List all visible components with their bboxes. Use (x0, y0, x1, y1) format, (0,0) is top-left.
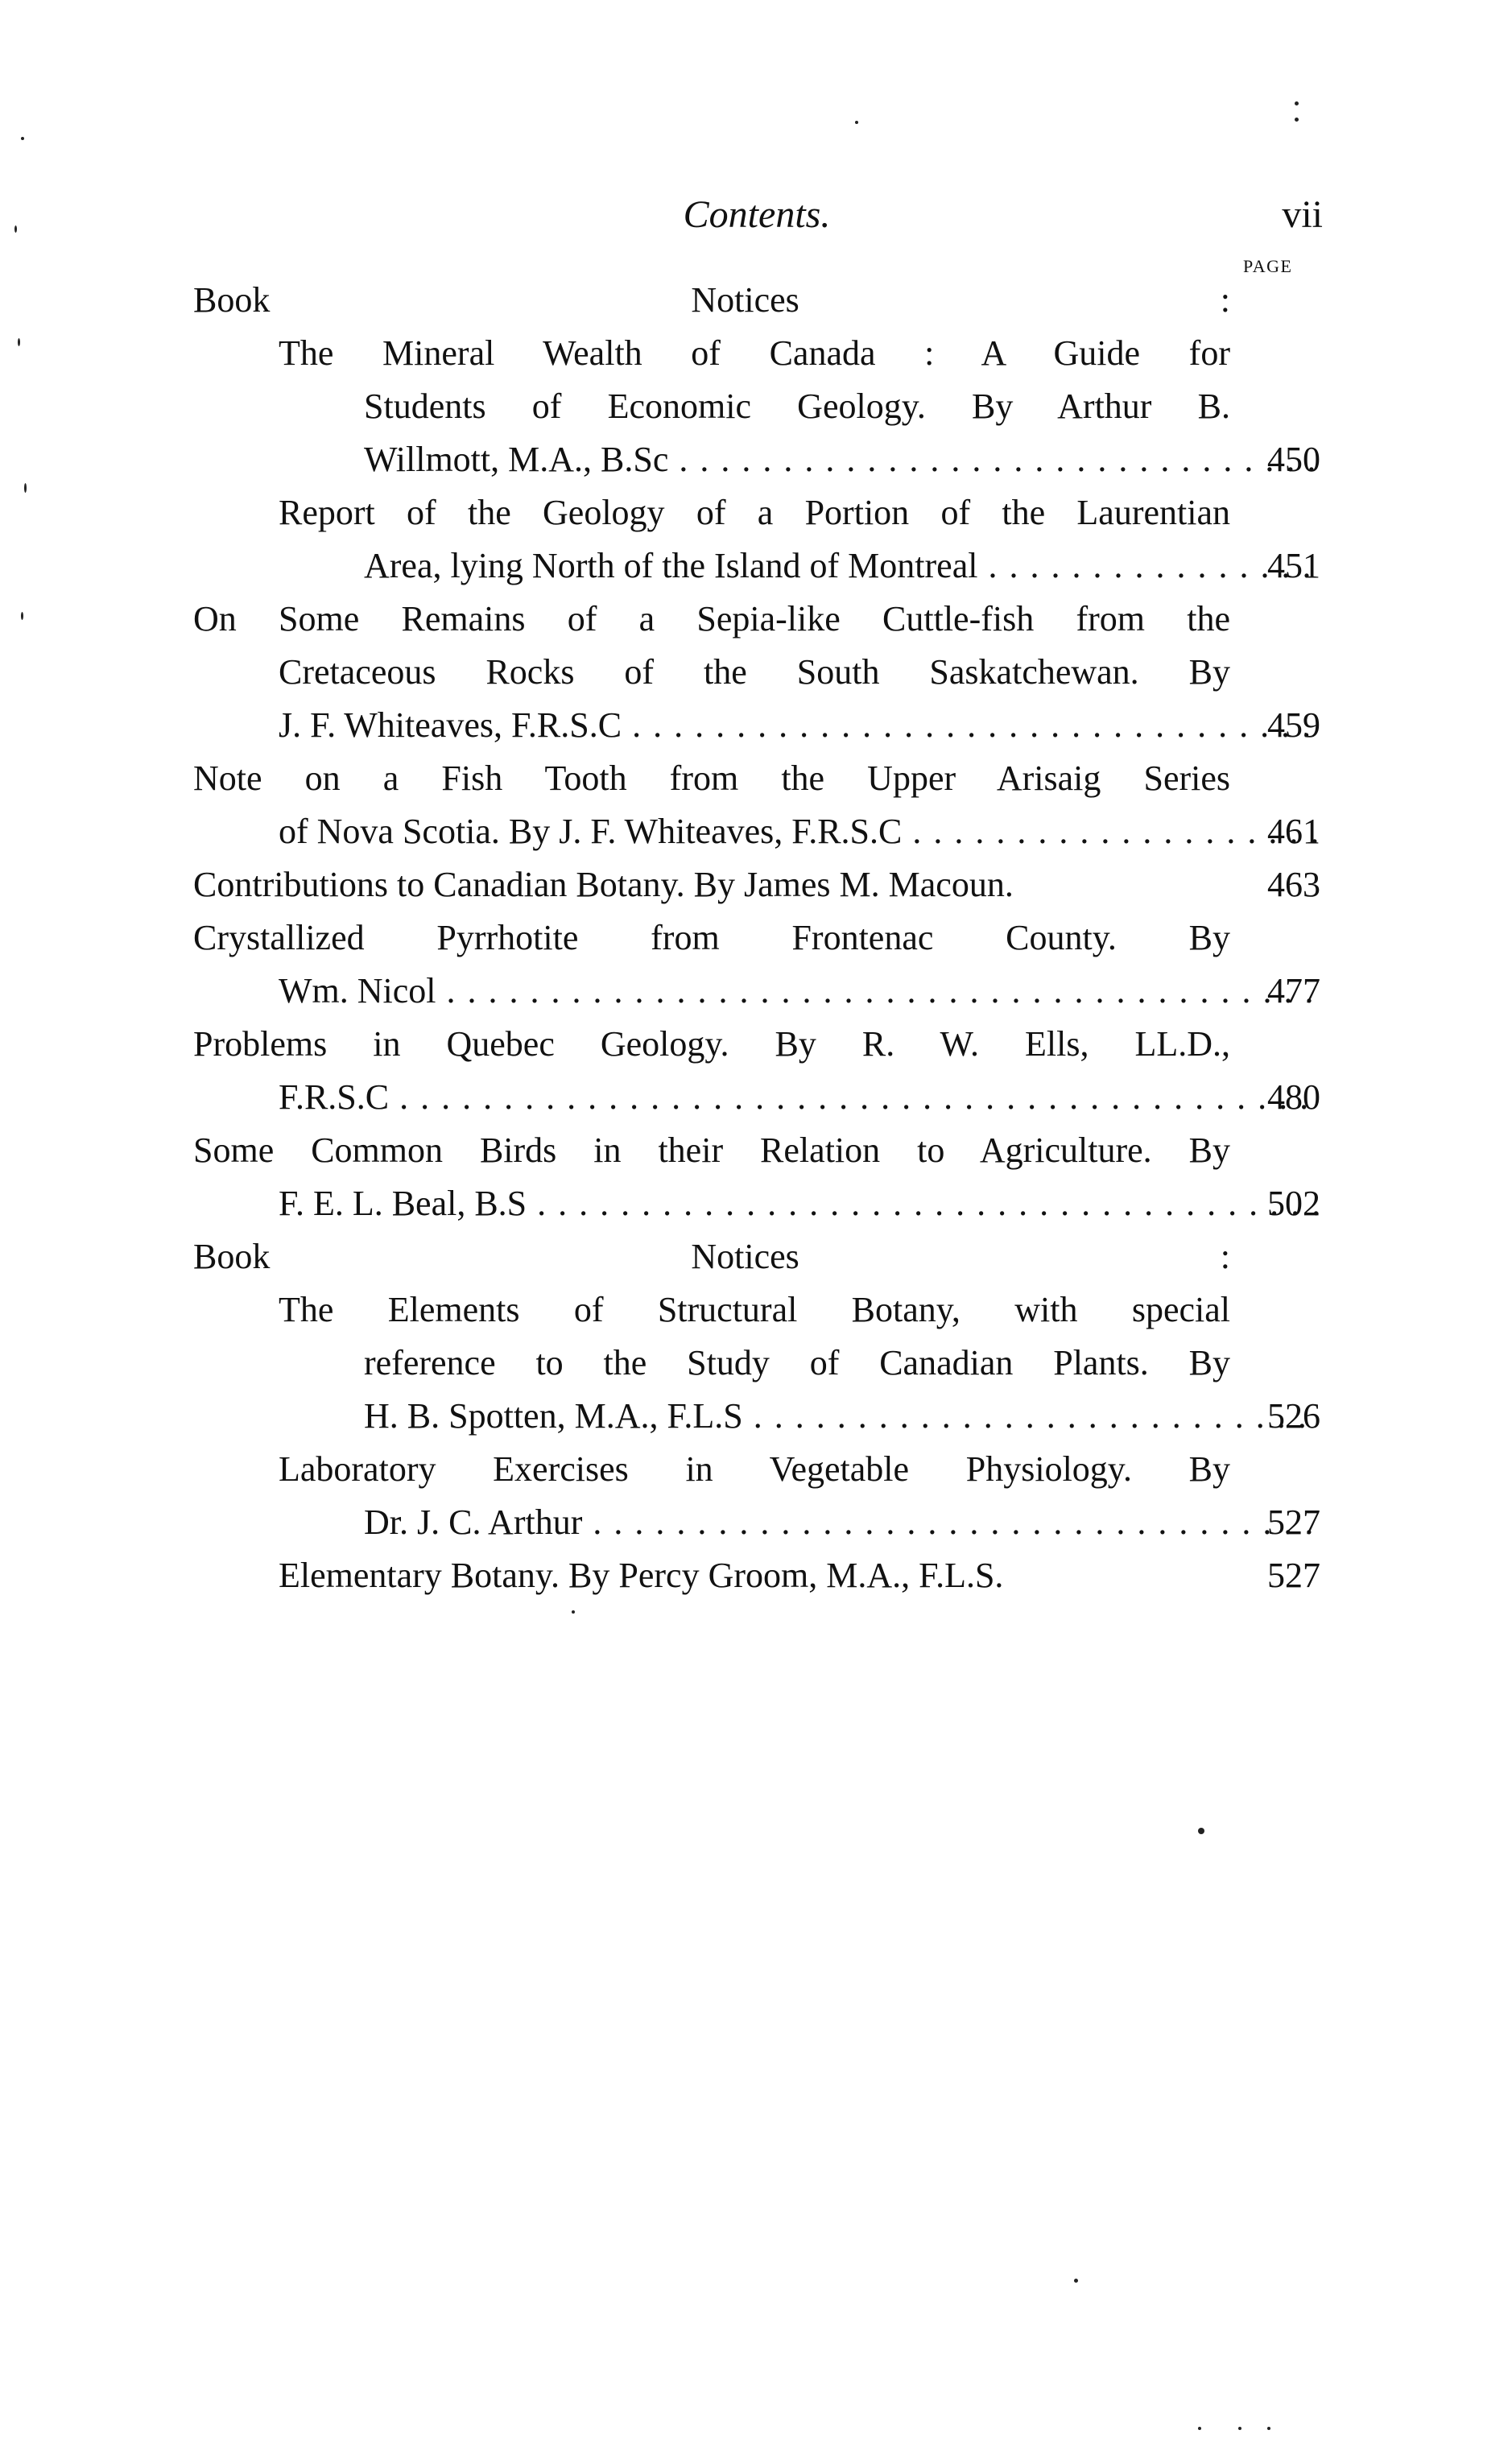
toc-entry-text: Dr. J. C. Arthur . . . (364, 1502, 1320, 1542)
toc-entry-text: The Elements of Structural Botany, with special (279, 1290, 1230, 1329)
toc-page-number: 526 (1267, 1396, 1320, 1436)
scan-speck (1198, 2427, 1201, 2430)
toc-line (193, 911, 1320, 965)
toc-line (193, 752, 1320, 805)
toc-line (193, 1337, 1320, 1390)
toc-entry-text: Willmott, M.A., B.Sc . . . (364, 440, 1320, 479)
scan-speck (21, 137, 24, 140)
toc-entry-text: Some Common Birds in their Relation to Agriculture. By (193, 1130, 1230, 1170)
toc-entry-text: Area, lying North of the Island of Montreal . . . (364, 546, 1320, 585)
toc-entry-text: Laboratory Exercises in Vegetable Physiology. By (279, 1449, 1230, 1489)
toc-line (193, 433, 1320, 486)
toc-line (193, 327, 1320, 380)
toc-line (193, 1549, 1320, 1602)
toc-page-number: 527 (1267, 1502, 1320, 1542)
scan-speck (1074, 2279, 1078, 2283)
toc-line (193, 805, 1320, 858)
toc-entry-text: Students of Economic Geology. By Arthur B. (364, 386, 1230, 426)
toc-line (193, 699, 1320, 752)
scan-speck (572, 1610, 575, 1614)
scan-speck (1198, 1828, 1204, 1834)
page-column-label: PAGE (1243, 256, 1293, 276)
toc-entry-text: reference to the Study of Canadian Plants. By (364, 1343, 1230, 1382)
toc-line (193, 1124, 1320, 1177)
toc-page-number: 480 (1267, 1077, 1320, 1117)
toc-entry-text: Wm. Nicol . . . (279, 971, 1320, 1010)
toc-line (193, 1443, 1320, 1496)
table-of-contents (193, 274, 1320, 1602)
running-head (193, 187, 1323, 243)
toc-line (193, 593, 1320, 646)
toc-line (193, 486, 1320, 539)
toc-entry-text: H. B. Spotten, M.A., F.L.S . . . (364, 1396, 1320, 1436)
toc-page-number: 477 (1267, 971, 1320, 1010)
toc-entry-text: Report of the Geology of a Portion of the Laurentian (279, 493, 1230, 532)
toc-entry-text: F. E. L. Beal, B.S . . . (279, 1184, 1320, 1223)
toc-line (193, 380, 1320, 433)
toc-entry-text: Cretaceous Rocks of the South Saskatchewan. By (279, 652, 1230, 692)
running-title: Contents. (683, 193, 831, 236)
toc-entry-text: Note on a Fish Tooth from the Upper Arisaig Series (193, 758, 1230, 798)
toc-page-number: 450 (1267, 440, 1320, 479)
toc-page-number: 527 (1267, 1556, 1320, 1595)
scan-speck (855, 121, 858, 124)
scan-speck (14, 225, 17, 233)
toc-entry-text: Book Notices : (193, 1237, 1230, 1276)
scan-speck (1267, 2427, 1270, 2430)
scan-speck (1295, 118, 1299, 122)
toc-line (193, 274, 1320, 327)
toc-entry-text: Contributions to Canadian Botany. By James M. Macoun. (193, 865, 1014, 904)
page-number: vii (1282, 193, 1323, 236)
toc-entry-text: On Some Remains of a Sepia-like Cuttle-fish from the (193, 599, 1230, 639)
toc-entry-text: Book Notices : (193, 280, 1230, 320)
toc-line (193, 646, 1320, 699)
scan-speck (1238, 2427, 1241, 2430)
toc-entry-text: of Nova Scotia. By J. F. Whiteaves, F.R.S.C . . . (279, 812, 1320, 851)
toc-page-number: 459 (1267, 705, 1320, 745)
scan-speck (24, 483, 27, 493)
toc-line (193, 1018, 1320, 1071)
toc-line (193, 1390, 1320, 1443)
toc-line (193, 539, 1320, 593)
scan-speck (1295, 101, 1299, 105)
toc-line (193, 965, 1320, 1018)
toc-line (193, 1177, 1320, 1230)
toc-page-number: 463 (1267, 865, 1320, 904)
toc-line (193, 1283, 1320, 1337)
scan-speck (21, 612, 23, 620)
scan-speck (18, 338, 20, 346)
toc-entry-text: Crystallized Pyrrhotite from Frontenac County. By (193, 918, 1230, 957)
toc-line (193, 858, 1320, 911)
toc-line (193, 1496, 1320, 1549)
toc-entry-text: The Mineral Wealth of Canada : A Guide for (279, 333, 1230, 373)
toc-page-number: 502 (1267, 1184, 1320, 1223)
toc-entry-text: Elementary Botany. By Percy Groom, M.A., F.L.S. (279, 1556, 1004, 1595)
toc-entry-text: Problems in Quebec Geology. By R. W. Ells, LL.D., (193, 1024, 1230, 1064)
toc-line (193, 1230, 1320, 1283)
toc-page-number: 451 (1267, 546, 1320, 585)
toc-entry-text: J. F. Whiteaves, F.R.S.C . . . (279, 705, 1320, 745)
toc-page-number: 461 (1267, 812, 1320, 851)
toc-entry-text: F.R.S.C . . . (279, 1077, 1320, 1117)
toc-line (193, 1071, 1320, 1124)
